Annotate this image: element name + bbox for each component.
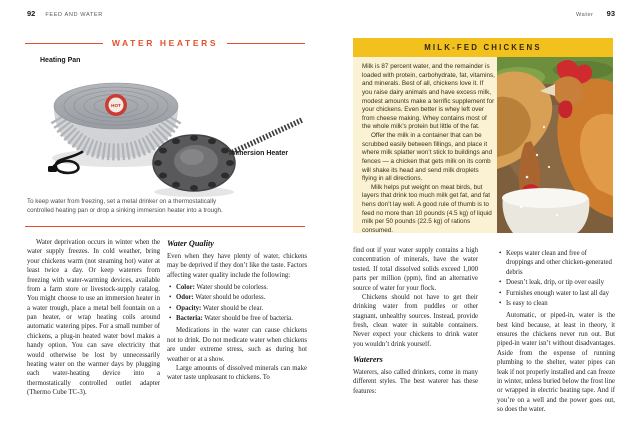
- list-item: • Bacteria: Water should be free of bacteria.: [169, 314, 307, 323]
- waterer-features-list: [499, 249, 615, 308]
- paragraph: Water deprivation occurs in winter when the water supply freezes. In cold weather, bring your chickens warm (not steaming hot) water at least twice a day. Or keep waterers from freezing with water-warming devices, available from a farm store or livestock-supply catalog. You might choose to use an immersion heater in a water trough, place a metal bell fountain on a pan heater, or wrap heating coils around automatic watering pipes. For a small number of chickens, a plug-in heated water bowl makes a handy option. You can save electricity that would otherwise be lost by unnecessarily heating water on the warmer days by plugging each water-heating device into a thermostatically controlled outlet adapter (Thermo Cube TC-3).: [27, 239, 160, 396]
- water-quality-list: [169, 283, 307, 324]
- paragraph: Even when they have plenty of water, chickens may be deprived if they don’t like the taste. Factors affecting water quality include the following:: [167, 252, 307, 279]
- paragraph: Chickens should not have to get their drinking water from puddles or other stagnant, unhealthy sources. Instead, provide fresh, clean water in suitable containers. Never expect your chickens to drink water you wouldn’t drink yourself.: [353, 293, 478, 348]
- paragraph: Large amounts of dissolved minerals can make water taste unpleasant to chickens. To: [167, 364, 307, 382]
- running-title: Water: [575, 12, 594, 18]
- body-columns-92: [27, 238, 307, 397]
- chickens-drinking-milk-photo: [497, 57, 613, 233]
- running-title: FEED AND WATER: [45, 12, 103, 18]
- list-item: • Keeps water clean and free of droppings and other chicken-generated debris: [499, 249, 615, 277]
- hot-badge-text: HOT: [111, 103, 121, 109]
- milk-fed-chickens-sidebar: [353, 38, 613, 233]
- paragraph: Medications in the water can cause chickens not to drink. Do not medicate water when chickens are under extreme stress, such as during hot weather or at a show.: [167, 327, 307, 363]
- column-1: [353, 246, 478, 414]
- heading-water-quality: Water Quality: [167, 239, 214, 248]
- running-header-left: [27, 9, 103, 18]
- page-number: 92: [27, 9, 36, 18]
- paragraph: Automatic, or piped-in, water is the best kind because, at least in theory, it ensures the chickens never run out. But piped-in water isn’t without disadvantages. Aside from the expense of running plumbing to the shelter, water pipes can leak if not properly installed and can freeze in winter, unless buried below the frost line or wrapped in electric heating tape. And if you’re on a well and the power goes out, so does the water.: [497, 312, 615, 413]
- list-item: • Opacity: Water should be clear.: [169, 304, 307, 313]
- column-1: [27, 238, 160, 397]
- paragraph: Milk helps put weight on meat birds, but layers that drink too much milk get fat, and fat hens don’t lay well. A good rule of thumb is to feed no more than 10 pounds (4.5 kg) of liquid milk per 50 pounds (22.5 kg) of rations consumed.: [362, 183, 492, 234]
- list-item: • Doesn’t leak, drip, or tip over easily: [499, 278, 615, 287]
- paragraph: find out if your water supply contains a high concentration of minerals, have the water tested. If total dissolved solids exceed 1,000 parts per million (ppm), find an alternative source of water for your flock.: [353, 247, 478, 292]
- heading-waterers: Waterers: [353, 355, 383, 365]
- list-item: • Is easy to clean: [499, 299, 615, 308]
- paragraph: Milk is 87 percent water, and the remainder is loaded with protein, carbohydrate, fat, vitamins, and minerals. Best of all, chickens love it. If you raise dairy animals and have excess milk, modest amounts make a terrific supplement for your chickens. Even better is whey left over from cheese making. Whey contains most of the whole milk’s protein but little of the fat.: [362, 63, 495, 131]
- section-title-water-heaters: [25, 38, 305, 48]
- list-item: • Odor: Water should be odorless.: [169, 293, 307, 302]
- sidebar-title-band: [353, 38, 613, 57]
- page-93: [320, 0, 640, 422]
- paragraph: Waterers, also called drinkers, come in many different styles. The best waterer has these features:: [353, 368, 478, 395]
- power-plug: [48, 166, 57, 172]
- figure-label-heating-pan: Heating Pan: [40, 57, 81, 64]
- list-item: • Furnishes enough water to last all day: [499, 289, 615, 298]
- running-header-right: [353, 9, 615, 18]
- section-title-text: WATER HEATERS: [111, 38, 219, 48]
- sidebar-text: [362, 63, 495, 236]
- figure-caption: To keep water from freezing, set a metal drinker on a thermostatically controlled heating pan or drop a sinking immersion heater into a trough.: [27, 198, 223, 214]
- column-2: [497, 246, 615, 414]
- body-columns-93: [353, 246, 615, 414]
- list-item: • Color: Water should be colorless.: [169, 283, 307, 292]
- column-2: [167, 238, 307, 397]
- paragraph: Offer the milk in a container that can be scrubbed easily between fillings, and place it where milk splatter won’t stick to buildings and fences — a chicken that gets milk on its comb will shake its head and send milk droplets flying in all directions.: [362, 132, 493, 183]
- sidebar-title: MILK-FED CHICKENS: [424, 43, 542, 52]
- page-number: 93: [606, 9, 615, 18]
- divider-rule: [25, 226, 305, 227]
- figure-label-immersion-heater: Immersion Heater: [229, 150, 289, 157]
